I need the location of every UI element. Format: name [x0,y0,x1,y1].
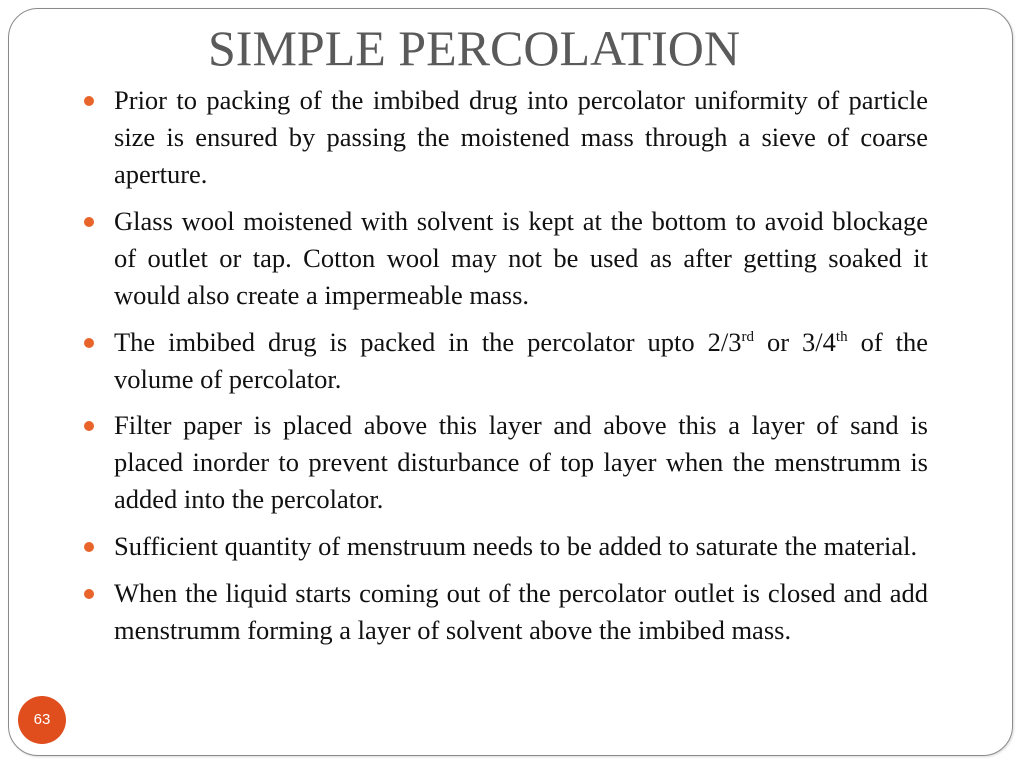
page-number-badge: 63 [18,696,66,744]
bullet-text: Glass wool moistened with solvent is kept at the bottom to avoid blockage of outlet or tap. Cotton wool may not be used as after getting soaked it would also create a impermeable mass. [114,206,928,310]
bullet-text: The imbibed drug is packed in the percolator upto 2/3 [114,327,742,357]
bullet-dot-icon [84,589,94,599]
bullet-text: Filter paper is placed above this layer and above this a layer of sand is placed inorder to prevent disturbance of top layer when the menstrumm is added into the percolator. [114,410,928,514]
bullet-list [80,82,928,649]
slide-title: SIMPLE PERCOLATION [208,20,740,76]
bullet-dot-icon [84,217,94,227]
bullet-item [80,528,928,565]
bullet-dot-icon [84,96,94,106]
superscript-th: th [835,329,848,345]
bullet-dot-icon [84,542,94,552]
bullet-dot-icon [84,338,94,348]
bullet-text: of the volume of percolator. [114,327,928,394]
bullet-text: Sufficient quantity of menstruum needs to be added to saturate the material. [114,531,918,561]
bullet-text: When the liquid starts coming out of the percolator outlet is closed and add menstrumm forming a layer of solvent above the imbibed mass. [114,578,928,645]
bullet-item [80,407,928,518]
bullet-item [80,324,928,398]
superscript-rd: rd [741,329,755,345]
bullet-dot-icon [84,421,94,431]
bullet-item [80,575,928,649]
bullet-text: Prior to packing of the imbibed drug into percolator uniformity of particle size is ensured by passing the moistened mass through a sieve of coarse aperture. [114,85,928,189]
bullet-item [80,203,928,314]
bullet-text: or 3/4 [754,327,836,357]
bullet-item [80,82,928,193]
